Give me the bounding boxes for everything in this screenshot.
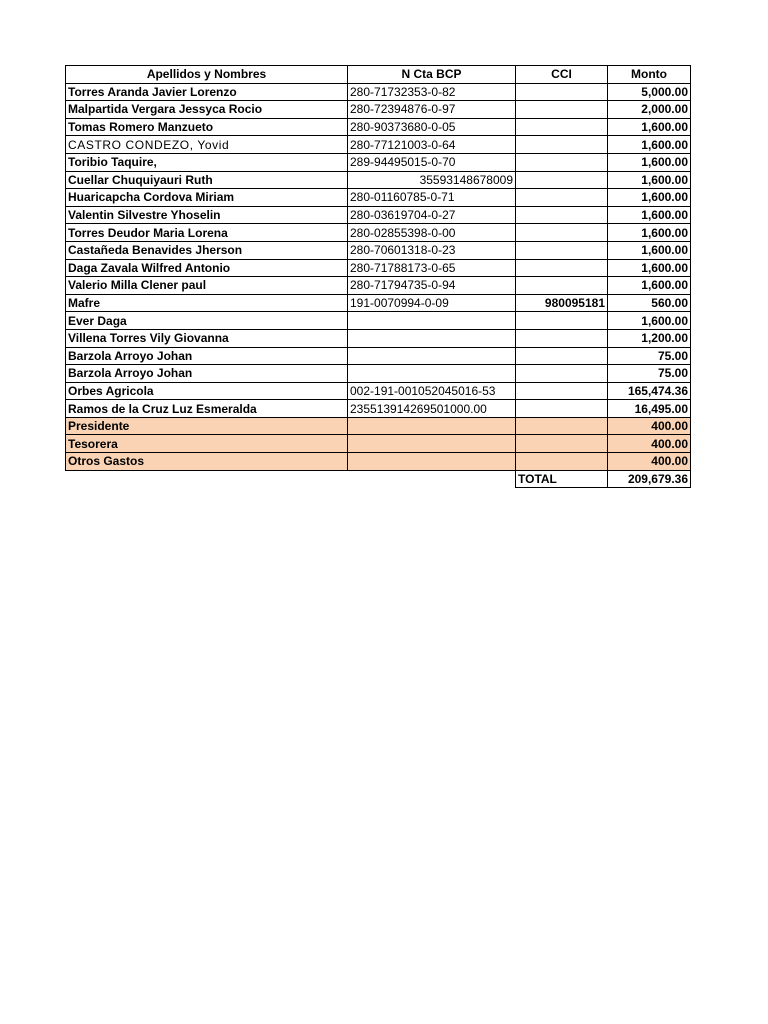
table-row bbox=[66, 294, 691, 312]
row-cci bbox=[516, 347, 608, 365]
row-name: Castañeda Benavides Jherson bbox=[66, 241, 348, 259]
row-amount: 1,600.00 bbox=[608, 312, 691, 330]
row-cci bbox=[516, 224, 608, 242]
row-cci bbox=[516, 241, 608, 259]
row-amount: 400.00 bbox=[608, 453, 691, 471]
row-cci bbox=[516, 118, 608, 136]
row-account: 280-72394876-0-97 bbox=[348, 101, 516, 119]
table-row bbox=[66, 118, 691, 136]
row-amount: 1,600.00 bbox=[608, 241, 691, 259]
row-account bbox=[348, 329, 516, 347]
row-account: 280-70601318-0-23 bbox=[348, 241, 516, 259]
table-row bbox=[66, 453, 691, 471]
row-cci bbox=[516, 400, 608, 418]
row-cci bbox=[516, 453, 608, 471]
row-amount: 75.00 bbox=[608, 347, 691, 365]
table-row bbox=[66, 241, 691, 259]
row-amount: 165,474.36 bbox=[608, 382, 691, 400]
row-account: 002-191-001052045016-53 bbox=[348, 382, 516, 400]
row-name: Otros Gastos bbox=[66, 453, 348, 471]
row-amount: 1,200.00 bbox=[608, 329, 691, 347]
header-amount: Monto bbox=[608, 66, 691, 84]
row-name: Ever Daga bbox=[66, 312, 348, 330]
row-cci bbox=[516, 435, 608, 453]
row-account bbox=[348, 435, 516, 453]
row-name: Barzola Arroyo Johan bbox=[66, 365, 348, 383]
table-row bbox=[66, 347, 691, 365]
row-account: 280-90373680-0-05 bbox=[348, 118, 516, 136]
row-account: 280-71794735-0-94 bbox=[348, 277, 516, 295]
row-name: Mafre bbox=[66, 294, 348, 312]
table-row bbox=[66, 101, 691, 119]
row-amount: 1,600.00 bbox=[608, 136, 691, 154]
table-row bbox=[66, 277, 691, 295]
row-cci bbox=[516, 189, 608, 207]
row-account bbox=[348, 453, 516, 471]
row-cci bbox=[516, 365, 608, 383]
row-name: Tesorera bbox=[66, 435, 348, 453]
row-amount: 1,600.00 bbox=[608, 224, 691, 242]
row-amount: 1,600.00 bbox=[608, 189, 691, 207]
row-name: Cuellar Chuquiyauri Ruth bbox=[66, 171, 348, 189]
header-account: N Cta BCP bbox=[348, 66, 516, 84]
total-amount: 209,679.36 bbox=[608, 470, 691, 488]
row-name: Ramos de la Cruz Luz Esmeralda bbox=[66, 400, 348, 418]
table-row bbox=[66, 83, 691, 101]
total-row bbox=[66, 470, 691, 488]
header-name: Apellidos y Nombres bbox=[66, 66, 348, 84]
row-name: CASTRO CONDEZO, Yovid bbox=[66, 136, 348, 154]
row-name: Malpartida Vergara Jessyca Rocio bbox=[66, 101, 348, 119]
table-row bbox=[66, 136, 691, 154]
row-amount: 75.00 bbox=[608, 365, 691, 383]
row-cci bbox=[516, 171, 608, 189]
row-cci bbox=[516, 153, 608, 171]
row-amount: 1,600.00 bbox=[608, 118, 691, 136]
row-account bbox=[348, 417, 516, 435]
table-row bbox=[66, 189, 691, 207]
row-amount: 400.00 bbox=[608, 417, 691, 435]
row-account: 35593148678009 bbox=[348, 171, 516, 189]
row-amount: 560.00 bbox=[608, 294, 691, 312]
row-cci bbox=[516, 417, 608, 435]
row-name: Valentin Silvestre Yhoselin bbox=[66, 206, 348, 224]
header-row bbox=[66, 66, 691, 84]
row-account bbox=[348, 365, 516, 383]
total-spacer bbox=[348, 470, 516, 488]
row-name: Toribio Taquire, bbox=[66, 153, 348, 171]
row-cci bbox=[516, 277, 608, 295]
row-amount: 16,495.00 bbox=[608, 400, 691, 418]
row-cci bbox=[516, 101, 608, 119]
row-cci: 980095181 bbox=[516, 294, 608, 312]
row-name: Torres Deudor Maria Lorena bbox=[66, 224, 348, 242]
table-row bbox=[66, 400, 691, 418]
table-row bbox=[66, 435, 691, 453]
row-account bbox=[348, 312, 516, 330]
row-amount: 5,000.00 bbox=[608, 83, 691, 101]
row-cci bbox=[516, 259, 608, 277]
row-cci bbox=[516, 382, 608, 400]
row-name: Orbes Agricola bbox=[66, 382, 348, 400]
header-cci: CCI bbox=[516, 66, 608, 84]
row-account: 289-94495015-0-70 bbox=[348, 153, 516, 171]
table-row bbox=[66, 382, 691, 400]
row-name: Valerio Milla Clener paul bbox=[66, 277, 348, 295]
row-name: Presidente bbox=[66, 417, 348, 435]
row-cci bbox=[516, 136, 608, 154]
row-account: 280-03619704-0-27 bbox=[348, 206, 516, 224]
row-amount: 1,600.00 bbox=[608, 153, 691, 171]
table-row bbox=[66, 259, 691, 277]
table-row bbox=[66, 153, 691, 171]
row-name: Daga Zavala Wilfred Antonio bbox=[66, 259, 348, 277]
row-amount: 1,600.00 bbox=[608, 277, 691, 295]
row-account: 280-02855398-0-00 bbox=[348, 224, 516, 242]
row-name: Villena Torres Vily Giovanna bbox=[66, 329, 348, 347]
row-cci bbox=[516, 206, 608, 224]
row-account: 280-71788173-0-65 bbox=[348, 259, 516, 277]
table-row bbox=[66, 206, 691, 224]
row-account bbox=[348, 347, 516, 365]
row-amount: 400.00 bbox=[608, 435, 691, 453]
row-account: 191-0070994-0-09 bbox=[348, 294, 516, 312]
row-amount: 1,600.00 bbox=[608, 206, 691, 224]
table-row bbox=[66, 329, 691, 347]
row-amount: 1,600.00 bbox=[608, 171, 691, 189]
table-row bbox=[66, 224, 691, 242]
table-row bbox=[66, 365, 691, 383]
row-account: 235513914269501000.00 bbox=[348, 400, 516, 418]
row-account: 280-77121003-0-64 bbox=[348, 136, 516, 154]
total-spacer bbox=[66, 470, 348, 488]
row-amount: 1,600.00 bbox=[608, 259, 691, 277]
row-name: Huaricapcha Cordova Miriam bbox=[66, 189, 348, 207]
table-row bbox=[66, 171, 691, 189]
row-amount: 2,000.00 bbox=[608, 101, 691, 119]
row-name: Tomas Romero Manzueto bbox=[66, 118, 348, 136]
row-cci bbox=[516, 83, 608, 101]
table-row bbox=[66, 417, 691, 435]
row-cci bbox=[516, 329, 608, 347]
row-account: 280-01160785-0-71 bbox=[348, 189, 516, 207]
row-cci bbox=[516, 312, 608, 330]
row-name: Barzola Arroyo Johan bbox=[66, 347, 348, 365]
row-name: Torres Aranda Javier Lorenzo bbox=[66, 83, 348, 101]
payment-table bbox=[65, 65, 691, 488]
table-row bbox=[66, 312, 691, 330]
total-label: TOTAL bbox=[516, 470, 608, 488]
row-account: 280-71732353-0-82 bbox=[348, 83, 516, 101]
